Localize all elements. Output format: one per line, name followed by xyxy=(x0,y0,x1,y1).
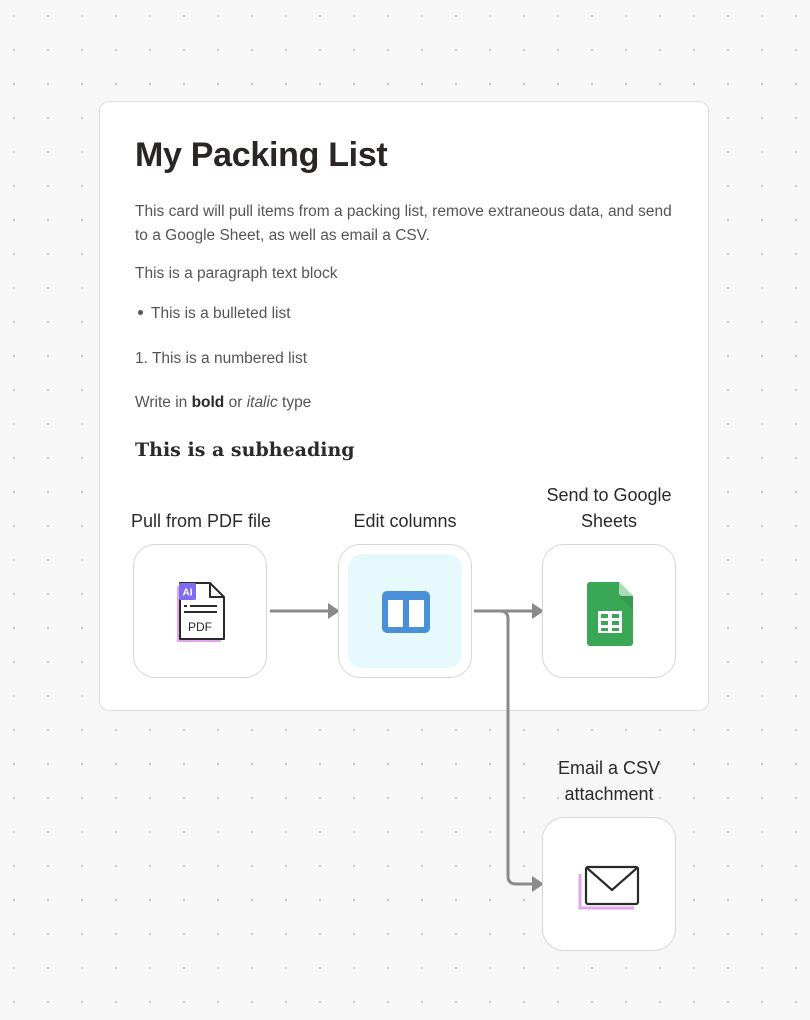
envelope-icon xyxy=(576,862,642,912)
node-label-columns: Edit columns xyxy=(353,511,457,531)
subheading: This is a subheading xyxy=(135,439,355,461)
card-title: My Packing List xyxy=(135,136,388,174)
google-sheets-node[interactable] xyxy=(542,544,676,678)
svg-text:PDF: PDF xyxy=(188,620,212,634)
node-label-sheets: Send to Google Sheets xyxy=(546,485,672,531)
svg-text:AI: AI xyxy=(182,587,193,599)
node-label-email: Email a CSV attachment xyxy=(557,758,661,804)
bullet-text: This is a bulleted list xyxy=(151,305,291,322)
ai-pdf-icon xyxy=(172,579,230,645)
italic-text: italic xyxy=(246,394,278,411)
bold-text: bold xyxy=(191,394,225,411)
rich-suffix: type xyxy=(277,394,312,411)
numbered-list-item: 1. This is a numbered list xyxy=(135,350,308,367)
email-csv-node[interactable] xyxy=(542,817,676,951)
rich-prefix: Write in xyxy=(135,394,192,411)
connector-columns-to-email xyxy=(500,611,532,884)
google-sheets-icon xyxy=(587,582,633,646)
card-description: This card will pull items from a packing list, remove extraneous data, and send to a Google Sheet, as well as email a CSV. xyxy=(135,203,672,244)
paragraph-text: This is a paragraph text block xyxy=(135,265,338,282)
node-label-pdf: Pull from PDF file xyxy=(130,511,272,531)
rich-middle: or xyxy=(224,394,247,411)
edit-columns-node[interactable] xyxy=(338,544,472,678)
pdf-source-node[interactable] xyxy=(133,544,267,678)
columns-icon xyxy=(382,591,430,633)
